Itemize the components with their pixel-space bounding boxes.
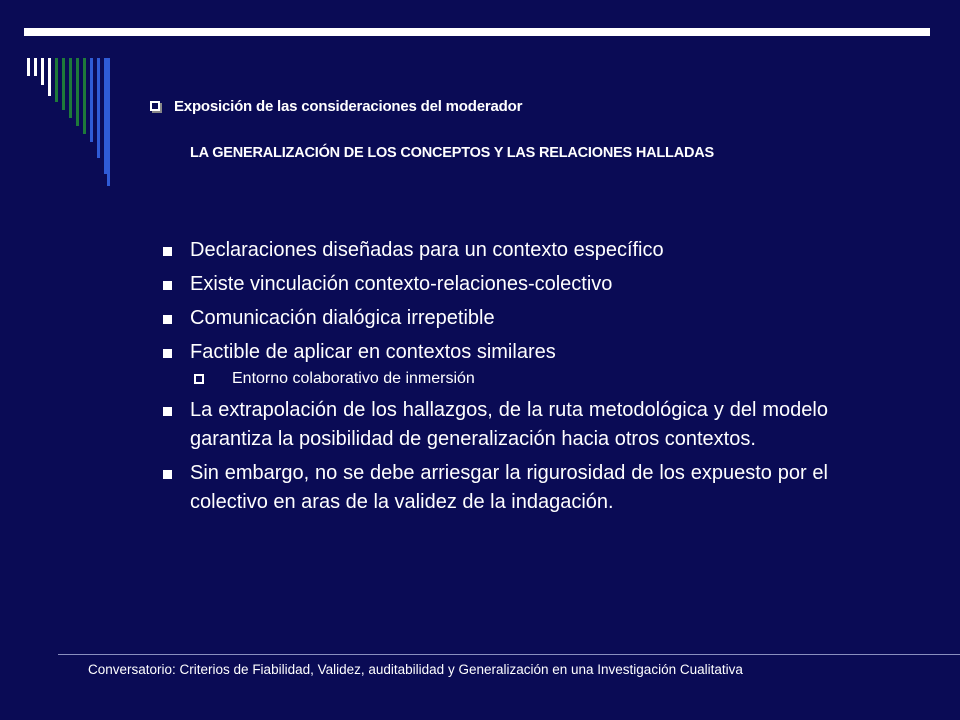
list-item-text: Sin embargo, no se debe arriesgar la rigurosidad de los expuesto por el colectivo en aras de la validez de la indagación. <box>190 462 828 513</box>
deco-bar <box>107 58 110 186</box>
square-bullet-icon <box>163 407 172 416</box>
deco-bar <box>48 58 51 96</box>
list-item <box>160 459 828 517</box>
footer-divider <box>58 654 960 655</box>
deco-bar <box>97 58 100 158</box>
bullet-list <box>160 236 828 522</box>
checkbox-bullet-icon <box>150 101 160 111</box>
deco-bar <box>90 58 93 142</box>
square-bullet-icon <box>163 281 172 290</box>
list-item-text: Declaraciones diseñadas para un contexto específico <box>190 239 664 261</box>
decorative-bars <box>0 0 120 200</box>
deco-bar <box>41 58 44 85</box>
deco-bar <box>76 58 79 126</box>
deco-bar <box>83 58 86 134</box>
list-item-text: Existe vinculación contexto-relaciones-colectivo <box>190 273 613 295</box>
deco-bar <box>69 58 72 118</box>
square-bullet-icon <box>163 470 172 479</box>
list-item <box>160 236 828 265</box>
list-item-text: La extrapolación de los hallazgos, de la ruta metodológica y del modelo garantiza la posibilidad de generalización hacia otros contextos. <box>190 399 828 450</box>
square-bullet-icon <box>163 315 172 324</box>
list-item-text: Comunicación dialógica irrepetible <box>190 307 495 329</box>
list-item <box>160 270 828 299</box>
header-title <box>150 98 522 115</box>
list-item-text: Factible de aplicar en contextos similares <box>190 341 556 363</box>
deco-bar <box>55 58 58 102</box>
sub-list-item <box>160 368 828 390</box>
list-item <box>160 396 828 454</box>
deco-bar <box>62 58 65 110</box>
deco-bar <box>34 58 37 76</box>
sub-list-item-text: Entorno colaborativo de inmersión <box>232 370 475 387</box>
deco-bar <box>27 58 30 76</box>
header-subtitle: LA GENERALIZACIÓN DE LOS CONCEPTOS Y LAS RELACIONES HALLADAS <box>190 145 715 161</box>
footer-text: Conversatorio: Criterios de Fiabilidad, Validez, auditabilidad y Generalización en una Investigación Cualitativa <box>88 662 743 677</box>
top-rule <box>24 28 930 36</box>
list-item <box>160 338 828 367</box>
square-bullet-icon <box>163 247 172 256</box>
header-title-text: Exposición de las consideraciones del moderador <box>174 98 523 115</box>
square-bullet-icon <box>163 349 172 358</box>
hollow-square-bullet-icon <box>194 374 204 384</box>
list-item <box>160 304 828 333</box>
